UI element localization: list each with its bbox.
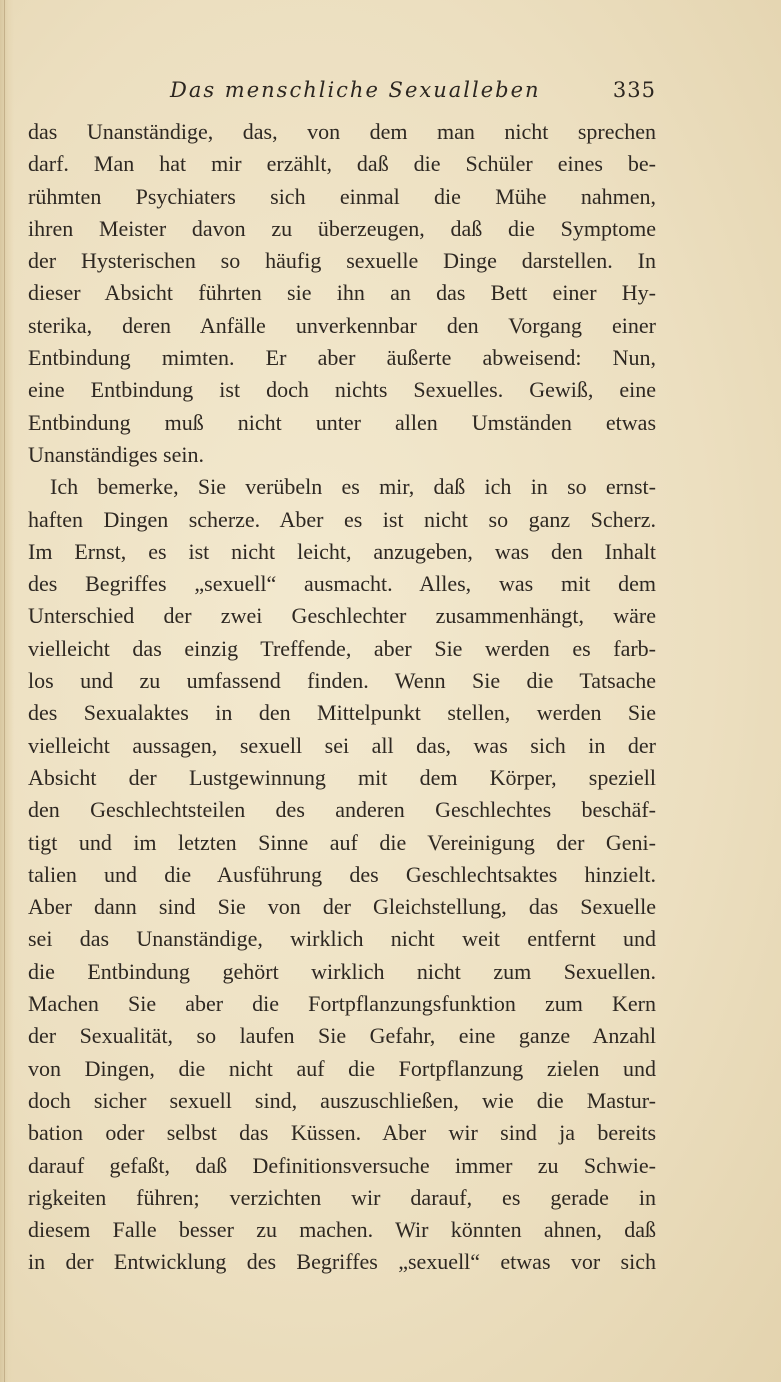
body-text [28,116,656,1279]
text-line: der Sexualität, so laufen Sie Gefahr, eine ganze Anzahl [28,1023,656,1049]
page-number: 335 [612,78,656,102]
text-line: Im Ernst, es ist nicht leicht, anzugeben, was den Inhalt [28,538,656,564]
text-line: das Unanständige, das, von dem man nicht sprechen [28,119,656,144]
text-line: von Dingen, die nicht auf die Fortpflanzung zielen und [28,1055,656,1081]
text-line: sterika, deren Anfälle unverkennbar den Vorgang einer [28,312,656,338]
text-line: vielleicht das einzig Treffende, aber Sie werden es farb- [28,635,656,661]
text-line: bation oder selbst das Küssen. Aber wir sind ja bereits [28,1120,656,1146]
page-binding-edge [0,0,14,1382]
text-line: in der Entwicklung des Begriffes „sexuell“ etwas vor sich [28,1249,656,1275]
text-line: Unterschied der zwei Geschlechter zusammenhängt, wäre [28,603,656,629]
text-line: des Begriffes „sexuell“ ausmacht. Alles, was mit dem [28,571,656,597]
text-line: der Hysterischen so häufig sexuelle Dinge darstellen. In [28,248,656,274]
text-line: doch sicher sexuell sind, auszuschließen, wie die Mastur- [28,1087,656,1113]
text-line: darf. Man hat mir erzählt, daß die Schüler eines be- [28,151,656,177]
text-line: Absicht der Lustgewinnung mit dem Körper, speziell [28,764,656,790]
text-line: die Entbindung gehört wirklich nicht zum Sexuellen. [28,958,656,984]
text-line: Machen Sie aber die Fortpflanzungsfunktion zum Kern [28,991,656,1017]
text-line: Ich bemerke, Sie verübeln es mir, daß ich in so ernst- [50,474,656,500]
text-line: los und zu umfassend finden. Wenn Sie die Tatsache [28,668,656,694]
text-line: sei das Unanständige, wirklich nicht weit entfernt und [28,926,656,952]
text-line: darauf gefaßt, daß Definitionsversuche immer zu Schwie- [28,1152,656,1178]
text-line: Unanständiges sein. [28,441,204,467]
page-header [28,78,668,108]
running-title: Das menschliche Sexualleben [170,78,541,102]
text-line: Entbindung mimten. Er aber äußerte abweisend: Nun, [28,345,656,371]
text-line: ihren Meister davon zu überzeugen, daß die Symptome [28,215,656,241]
text-line: des Sexualaktes in den Mittelpunkt stellen, werden Sie [28,700,656,726]
text-line: dieser Absicht führten sie ihn an das Bett einer Hy- [28,280,656,306]
text-line: rühmten Psychiaters sich einmal die Mühe nahmen, [28,183,656,209]
text-line: talien und die Ausführung des Geschlechtsaktes hinzielt. [28,861,656,887]
text-line: den Geschlechtsteilen des anderen Geschlechtes beschäf- [28,797,656,823]
text-line: Aber dann sind Sie von der Gleichstellung, das Sexuelle [28,894,656,920]
text-line: tigt und im letzten Sinne auf die Vereinigung der Geni- [28,829,656,855]
text-line: diesem Falle besser zu machen. Wir könnten ahnen, daß [28,1217,656,1243]
page-edge-line [4,0,5,1382]
text-line: eine Entbindung ist doch nichts Sexuelles. Gewiß, eine [28,377,656,403]
text-line: vielleicht aussagen, sexuell sei all das, was sich in der [28,732,656,758]
text-line: haften Dingen scherze. Aber es ist nicht so ganz Scherz. [28,506,656,532]
text-line: Entbindung muß nicht unter allen Umständen etwas [28,409,656,435]
text-line: rigkeiten führen; verzichten wir darauf, es gerade in [28,1184,656,1210]
